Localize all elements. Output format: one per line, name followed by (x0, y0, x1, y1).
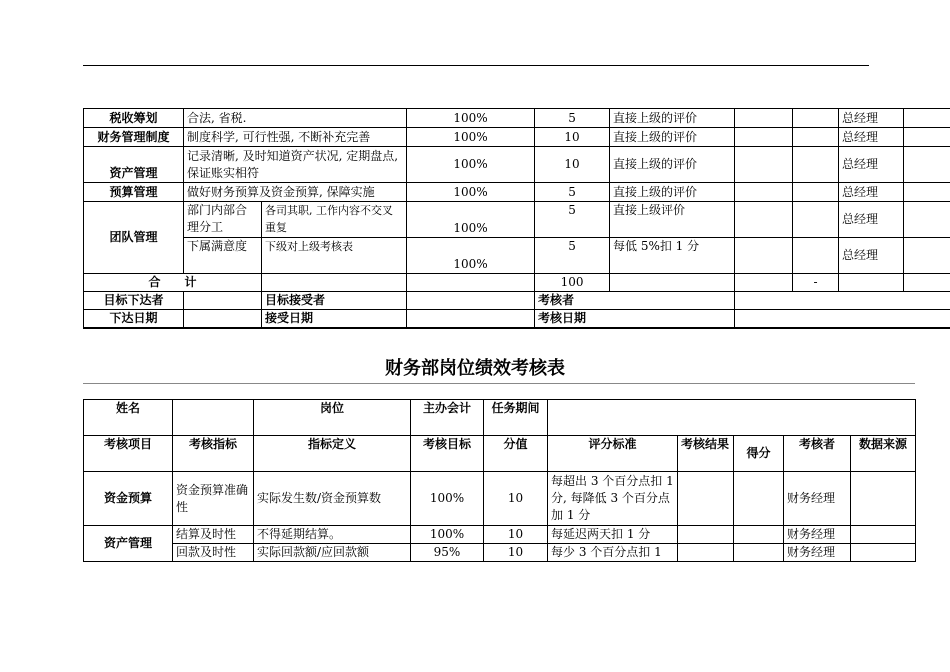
target-cell: 95% (411, 544, 484, 562)
source-cell (851, 472, 916, 526)
receiver-label: 目标接受者 (262, 292, 407, 310)
table-row (84, 109, 950, 128)
standard-cell: 每低 5%扣 1 分 (610, 238, 735, 274)
result-cell (735, 128, 793, 147)
score-cell: 5 (535, 109, 610, 128)
target-cell: 100% (407, 147, 535, 183)
target-cell: 100% (411, 526, 484, 544)
target-cell: 100% (411, 472, 484, 526)
result-cell (735, 147, 793, 183)
table-row (84, 238, 950, 274)
item-cell: 团队管理 (84, 202, 184, 274)
result-cell (678, 526, 734, 544)
points-cell (793, 202, 839, 238)
indicator-cell: 下属满意度 (184, 238, 262, 274)
assessor-cell: 总经理 (839, 183, 904, 202)
source-cell (851, 544, 916, 562)
table-row (84, 183, 950, 202)
assessor-value (735, 292, 950, 310)
empty-cell (262, 274, 407, 292)
empty-cell (839, 274, 904, 292)
total-dash: - (793, 274, 839, 292)
target-cell: 100% (407, 238, 535, 274)
column-header: 数据来源 (851, 436, 916, 472)
standard-cell: 每延迟两天扣 1 分 (548, 526, 678, 544)
score-cell: 10 (484, 544, 548, 562)
name-label: 姓名 (84, 400, 173, 436)
assess-date-value (735, 310, 950, 329)
definition-cell: 实际回款额/应回款额 (254, 544, 411, 562)
points-cell (793, 128, 839, 147)
points-cell (793, 238, 839, 274)
receive-date-value (407, 310, 535, 329)
top-rule (83, 65, 869, 66)
post-label: 岗位 (254, 400, 411, 436)
definition-cell: 实际发生数/资金预算数 (254, 472, 411, 526)
source-cell (904, 147, 950, 183)
issuer-label: 目标下达者 (84, 292, 184, 310)
result-cell (735, 109, 793, 128)
points-cell (793, 109, 839, 128)
item-cell: 资产管理 (84, 526, 173, 562)
definition-cell: 合法, 省税. (184, 109, 407, 128)
source-cell (904, 109, 950, 128)
column-header: 评分标准 (548, 436, 678, 472)
assessor-cell: 总经理 (839, 238, 904, 274)
name-value (173, 400, 254, 436)
period-label: 任务期间 (484, 400, 548, 436)
indicator-cell: 回款及时性 (173, 544, 254, 562)
points-cell (793, 183, 839, 202)
total-row (84, 274, 950, 292)
performance-table-continued (83, 108, 950, 329)
issuer-value (184, 292, 262, 310)
assess-date-label: 考核日期 (535, 310, 735, 329)
table-row (84, 147, 950, 183)
empty-cell (610, 274, 735, 292)
assessor-label: 考核者 (535, 292, 735, 310)
source-cell (904, 128, 950, 147)
indicator-cell: 部门内部合理分工 (184, 202, 262, 238)
indicator-cell: 资金预算准确性 (173, 472, 254, 526)
performance-table (83, 399, 916, 562)
signoff-row (84, 292, 950, 310)
result-cell (735, 202, 793, 238)
table-row (84, 526, 916, 544)
column-header: 考核者 (784, 436, 851, 472)
score-cell: 10 (535, 128, 610, 147)
standard-cell: 直接上级的评价 (610, 109, 735, 128)
result-cell (678, 472, 734, 526)
column-header: 考核项目 (84, 436, 173, 472)
target-cell: 100% (407, 109, 535, 128)
assessor-cell: 总经理 (839, 147, 904, 183)
receive-date-label: 接受日期 (262, 310, 407, 329)
score-cell: 5 (535, 183, 610, 202)
item-cell: 财务管理制度 (84, 128, 184, 147)
column-header: 得分 (734, 436, 784, 472)
period-value (548, 400, 916, 436)
empty-cell (735, 274, 793, 292)
definition-cell: 各司其职, 工作内容不交叉重复 (262, 202, 407, 238)
result-cell (735, 183, 793, 202)
score-cell: 10 (484, 526, 548, 544)
table-row (84, 472, 916, 526)
receiver-value (407, 292, 535, 310)
points-cell (793, 147, 839, 183)
result-cell (735, 238, 793, 274)
source-cell (904, 238, 950, 274)
definition-cell: 记录清晰, 及时知道资产状况, 定期盘点, 保证账实相符 (184, 147, 407, 183)
table-row (84, 128, 950, 147)
indicator-cell: 结算及时性 (173, 526, 254, 544)
source-cell (904, 183, 950, 202)
source-cell (851, 526, 916, 544)
standard-cell: 直接上级评价 (610, 202, 735, 238)
total-label: 合 计 (84, 274, 262, 292)
assessor-cell: 财务经理 (784, 544, 851, 562)
issue-date-label: 下达日期 (84, 310, 184, 329)
target-cell: 100% (407, 202, 535, 238)
points-cell (734, 526, 784, 544)
table-row (84, 544, 916, 562)
target-cell: 100% (407, 128, 535, 147)
item-cell: 税收筹划 (84, 109, 184, 128)
empty-cell (904, 274, 950, 292)
standard-cell: 每少 3 个百分点扣 1 (548, 544, 678, 562)
definition-cell: 做好财务预算及资金预算, 保障实施 (184, 183, 407, 202)
header-row (84, 400, 916, 436)
column-header: 指标定义 (254, 436, 411, 472)
points-cell (734, 472, 784, 526)
column-header: 考核结果 (678, 436, 734, 472)
column-header: 考核目标 (411, 436, 484, 472)
score-cell: 10 (484, 472, 548, 526)
points-cell (734, 544, 784, 562)
score-cell: 5 (535, 202, 610, 238)
assessor-cell: 财务经理 (784, 472, 851, 526)
score-cell: 5 (535, 238, 610, 274)
date-row (84, 310, 950, 329)
issue-date-value (184, 310, 262, 329)
column-header: 考核指标 (173, 436, 254, 472)
item-cell: 资金预算 (84, 472, 173, 526)
column-header: 分值 (484, 436, 548, 472)
assessor-cell: 总经理 (839, 202, 904, 238)
assessor-cell: 财务经理 (784, 526, 851, 544)
result-cell (678, 544, 734, 562)
standard-cell: 直接上级的评价 (610, 183, 735, 202)
empty-cell (407, 274, 535, 292)
standard-cell: 直接上级的评价 (610, 147, 735, 183)
standard-cell: 每超出 3 个百分点扣 1 分, 每降低 3 个百分点加 1 分 (548, 472, 678, 526)
score-cell: 10 (535, 147, 610, 183)
column-header-row (84, 436, 916, 472)
definition-cell: 不得延期结算。 (254, 526, 411, 544)
page-title: 财务部岗位绩效考核表 (385, 358, 565, 379)
assessor-cell: 总经理 (839, 128, 904, 147)
definition-cell: 制度科学, 可行性强, 不断补充完善 (184, 128, 407, 147)
standard-cell: 直接上级的评价 (610, 128, 735, 147)
item-cell: 预算管理 (84, 183, 184, 202)
total-score: 100 (535, 274, 610, 292)
table-row (84, 202, 950, 238)
source-cell (904, 202, 950, 238)
post-value: 主办会计 (411, 400, 484, 436)
target-cell: 100% (407, 183, 535, 202)
item-cell: 资产管理 (84, 147, 184, 183)
title-rule (83, 383, 915, 384)
definition-cell: 下级对上级考核表 (262, 238, 407, 274)
assessor-cell: 总经理 (839, 109, 904, 128)
